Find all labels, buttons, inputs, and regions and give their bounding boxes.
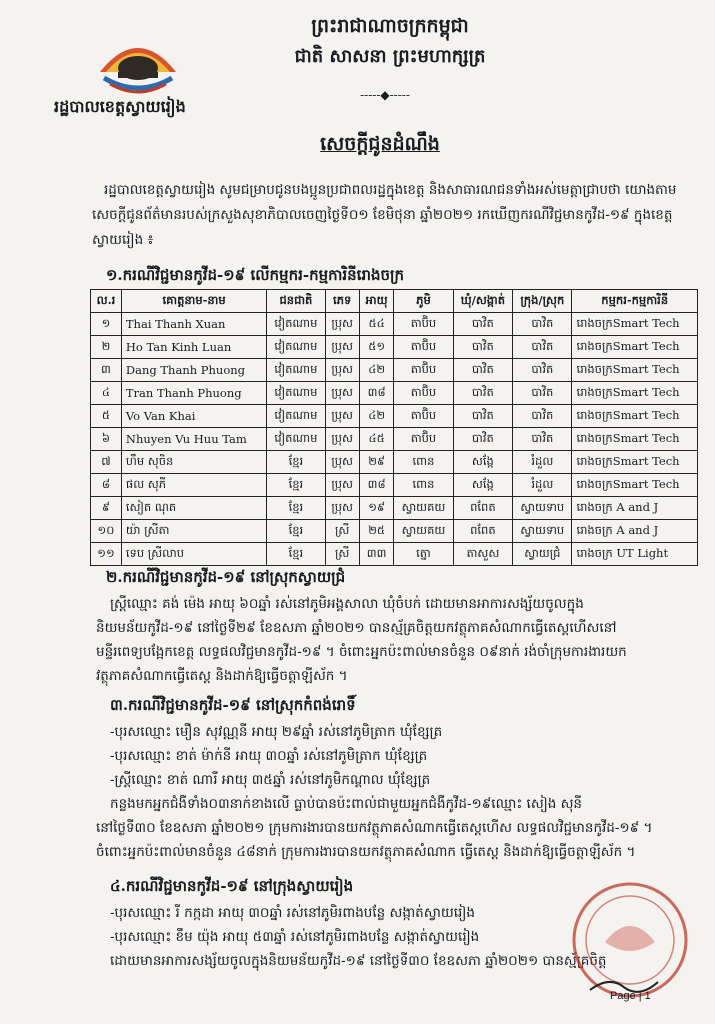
cell-commune: សង្កែ <box>453 474 513 497</box>
col-name: គោត្តនាម-នាម <box>121 290 266 313</box>
table-row <box>91 313 698 336</box>
cell-name: Dang Thanh Phuong <box>121 359 266 382</box>
cell-nationality: វៀតណាម <box>267 428 325 451</box>
cell-nationality: វៀតណាម <box>267 405 325 428</box>
col-commune: ឃុំ/សង្កាត់ <box>453 290 513 313</box>
cell-village: តាប៊ិប <box>394 359 453 382</box>
section4-line: -បុរសឈ្មោះ ខឹម យ៉ុង អាយុ ៥៣ឆ្នាំ រស់នៅភូមិរពាងបន្លែ សង្កាត់ស្វាយរៀង <box>110 929 480 945</box>
section4-heading: ៤.ករណីវិជ្ជមានកូវីដ-១៩ នៅក្រុងស្វាយរៀង <box>110 877 354 895</box>
cell-village: តាប៊ិប <box>394 405 453 428</box>
cell-district: បាវិត <box>513 382 572 405</box>
cell-district: ស្វាយទាប <box>513 497 572 520</box>
col-village: ភូមិ <box>394 290 453 313</box>
table-row <box>91 336 698 359</box>
table-row <box>91 359 698 382</box>
cell-name: Thai Thanh Xuan <box>121 313 266 336</box>
cell-name: Tran Thanh Phuong <box>121 382 266 405</box>
cell-workplace: រោងចក្រSmart Tech <box>572 336 698 359</box>
cell-commune: សង្កែ <box>453 451 513 474</box>
page-number: Page | 1 <box>610 990 651 1002</box>
cell-no: ៦ <box>91 428 122 451</box>
cell-age: ៥៤ <box>359 313 394 336</box>
cell-commune: បាវិត <box>453 359 513 382</box>
cell-district: ស្វាយទាប <box>513 520 572 543</box>
official-stamp-icon <box>570 880 690 1000</box>
province-name: រដ្ឋបាលខេត្តស្វាយរៀង <box>54 97 186 116</box>
col-sex: ភេទ <box>325 290 359 313</box>
cell-nationality: ខ្មែរ <box>267 474 325 497</box>
col-nationality: ជនជាតិ <box>267 290 325 313</box>
national-motto: ជាតិ សាសនា ព្រះមហាក្សត្រ <box>294 46 486 67</box>
cell-district: រំដួល <box>513 451 572 474</box>
cell-age: ៤២ <box>359 359 394 382</box>
section2-line: មន្ទីរពេទ្យបង្អែកខេត្ត លទ្ធផលវិជ្ជមានកូវីដ-១៩ ។ ចំពោះអ្នកប៉ះពាល់មានចំនួន ០៩នាក់ រង់ចាំក្រុមការងារយក <box>96 644 627 660</box>
section2-heading: ២.ករណីវិជ្ជមានកូវីដ-១៩ នៅស្រុកស្វាយជ្រំ <box>106 568 346 586</box>
cell-workplace: រោងចក្រSmart Tech <box>572 451 698 474</box>
cell-nationality: ខ្មែរ <box>267 451 325 474</box>
cell-no: ៨ <box>91 474 122 497</box>
section1-heading: ១.ករណីវិជ្ជមានកូវីដ-១៩ លើកម្មករ-កម្មការិនីរោងចក្រ <box>106 266 404 284</box>
cell-commune: បាវិត <box>453 336 513 359</box>
cell-commune: ពពែត <box>453 520 513 543</box>
cell-nationality: ខ្មែរ <box>267 497 325 520</box>
cell-sex: ប្រុស <box>325 405 359 428</box>
cell-age: ២៩ <box>359 451 394 474</box>
cell-sex: ប្រុស <box>325 336 359 359</box>
cell-nationality: វៀតណាម <box>267 359 325 382</box>
cell-no: ៤ <box>91 382 122 405</box>
notice-title: សេចក្ដីជូនដំណឹង <box>320 133 440 155</box>
section4-body <box>96 901 636 973</box>
cell-district: បាវិត <box>513 405 572 428</box>
ornament-divider: -----◆----- <box>360 88 410 102</box>
col-no: ល.រ <box>91 290 122 313</box>
cell-commune: បាវិត <box>453 405 513 428</box>
cell-age: ៥១ <box>359 336 394 359</box>
cell-district: បាវិត <box>513 336 572 359</box>
section3-heading: ៣.ករណីវិជ្ជមានកូវីដ-១៩ នៅស្រុកកំពង់រោទិ៍ <box>110 696 356 714</box>
cell-name: ទេប ស្រីលាប <box>121 543 266 566</box>
cell-no: ៧ <box>91 451 122 474</box>
cell-commune: ពពែត <box>453 497 513 520</box>
cell-commune: តាសួស <box>453 543 513 566</box>
cell-village: តាប៊ិប <box>394 428 453 451</box>
cell-village: ស្វាយគយ <box>394 497 453 520</box>
cell-workplace: រោងចក្រSmart Tech <box>572 405 698 428</box>
table-row <box>91 520 698 543</box>
cell-sex: ស្រី <box>325 543 359 566</box>
cell-no: ១០ <box>91 520 122 543</box>
cell-workplace: រោងចក្រSmart Tech <box>572 474 698 497</box>
cell-sex: ស្រី <box>325 520 359 543</box>
cell-name: Nhuyen Vu Huu Tam <box>121 428 266 451</box>
intro-paragraph: រដ្ឋបាលខេត្តស្វាយរៀង សូមជម្រាបជូនបងប្អូនប្រជាពលរដ្ឋក្នុងខេត្ត និងសាធារណជនទាំងអស់មេត្តាជ្រាបថា យោងតាមសេចក្តីជូនព័ត៌មានរបស់ក្រសួងសុខាភិបាលចេញថ្ងៃទី០១ ខែមិថុនា ឆ្នាំ២០២១ រកឃើញករណីវិជ្ជមានកូវីដ-១៩ ក្នុងខេត្តស្វាយរៀង ៖ <box>92 182 677 248</box>
section3-line: កន្លងមកអ្នកជំងឺទាំង០៣នាក់ខាងលើ ធ្លាប់បានប៉ះពាល់ជាមួយអ្នកជំងឺកូវីដ-១៩ឈ្មោះ សៀង សុនី <box>110 796 583 812</box>
cell-sex: ប្រុស <box>325 474 359 497</box>
section3-line: នៅថ្ងៃទី៣០ ខែឧសភា ឆ្នាំ២០២១ ក្រុមការងារបានយកវត្ថុភាគសំណាកធ្វើតេស្តហើស លទ្ធផលវិជ្ជមានកូវីដ-១៩ ។ <box>96 820 653 836</box>
cell-village: តាប៊ិប <box>394 382 453 405</box>
cell-village: ពោន <box>394 451 453 474</box>
cell-village: តាប៊ិប <box>394 313 453 336</box>
section3-body <box>96 720 696 864</box>
cell-no: ១១ <box>91 543 122 566</box>
cell-name: Ho Tan Kinh Luan <box>121 336 266 359</box>
cell-sex: ប្រុស <box>325 359 359 382</box>
cell-name: យ៉ា ស្រីតា <box>121 520 266 543</box>
cell-district: បាវិត <box>513 428 572 451</box>
section3-line: -បុរសឈ្មោះ ខាត់ ម៉ាក់នី អាយុ ៣០ឆ្នាំ រស់នៅភូមិត្រាក ឃុំខ្សែត្រ <box>110 748 428 764</box>
cell-name: ហឹម សុចិន <box>121 451 266 474</box>
table-row <box>91 428 698 451</box>
cell-nationality: វៀតណាម <box>267 313 325 336</box>
cell-no: ១ <box>91 313 122 336</box>
cell-sex: ប្រុស <box>325 313 359 336</box>
section2-line: និយមន័យកូវីដ-១៩ នៅថ្ងៃទី២៩ ខែឧសភា ឆ្នាំ២០២១ បានស្ម័គ្រចិត្តយកវត្ថុភាគសំណាកធ្វើតេស្តហើសនៅ <box>96 620 617 636</box>
cell-age: ៣៣ <box>359 543 394 566</box>
cell-district: បាវិត <box>513 359 572 382</box>
cases-table-body <box>91 313 698 566</box>
cell-age: ២៥ <box>359 520 394 543</box>
table-row <box>91 451 698 474</box>
cell-workplace: រោងចក្រSmart Tech <box>572 313 698 336</box>
cell-sex: ប្រុស <box>325 497 359 520</box>
cell-village: តាប៊ិប <box>394 336 453 359</box>
cell-workplace: រោងចក្រ A and J <box>572 520 698 543</box>
cell-age: ៤៥ <box>359 428 394 451</box>
section2-body <box>96 592 696 688</box>
cell-nationality: វៀតណាម <box>267 336 325 359</box>
table-row <box>91 382 698 405</box>
cell-age: ១៩ <box>359 497 394 520</box>
cell-no: ២ <box>91 336 122 359</box>
cell-sex: ប្រុស <box>325 428 359 451</box>
cell-nationality: វៀតណាម <box>267 382 325 405</box>
cell-name: Vo Van Khai <box>121 405 266 428</box>
cell-age: ៤២ <box>359 405 394 428</box>
table-row <box>91 405 698 428</box>
section2-line: ស្ត្រីឈ្មោះ គង់ ម៉េង អាយុ ៦០ឆ្នាំ រស់នៅភូមិអង្គសាលា ឃុំចំបក់ ដោយមានអាការសង្ស័យចូលក្នុង <box>110 596 584 612</box>
kingdom-title: ព្រះរាជាណាចក្រកម្ពុជា <box>311 15 469 37</box>
cell-workplace: រោងចក្រSmart Tech <box>572 382 698 405</box>
col-age: អាយុ <box>359 290 394 313</box>
provincial-emblem-icon <box>96 28 180 100</box>
cell-nationality: ខ្មែរ <box>267 520 325 543</box>
cell-commune: បាវិត <box>453 382 513 405</box>
cell-district: រំដួល <box>513 474 572 497</box>
table-row <box>91 543 698 566</box>
cell-village: ស្វាយគយ <box>394 520 453 543</box>
col-workplace: កម្មករ-កម្មការិនី <box>572 290 698 313</box>
cell-no: ៩ <box>91 497 122 520</box>
section4-line: ដោយមានអាការសង្ស័យចូលក្នុងនិយមន័យកូវីដ-១៩ នៅថ្ងៃទី៣០ ខែឧសភា ឆ្នាំ២០២១ បានស្ម័គ្រចិត្ត <box>110 953 607 969</box>
cell-district: ស្វាយជ្រំ <box>513 543 572 566</box>
cell-workplace: រោងចក្រ A and J <box>572 497 698 520</box>
cell-age: ៣៨ <box>359 382 394 405</box>
cases-table <box>90 289 698 566</box>
cell-sex: ប្រុស <box>325 451 359 474</box>
cell-village: ពោន <box>394 474 453 497</box>
cell-workplace: រោងចក្រ UT Light <box>572 543 698 566</box>
section3-line: -បុរសឈ្មោះ មឿន សុវណ្ណនី អាយុ ២៩ឆ្នាំ រស់នៅភូមិត្រាក ឃុំខ្សែត្រ <box>110 724 443 740</box>
cell-workplace: រោងចក្រSmart Tech <box>572 359 698 382</box>
section4-line: -បុរសឈ្មោះ រី កក្កដា អាយុ ៣០ឆ្នាំ រស់នៅភូមិរពាងបន្លែ សង្កាត់ស្វាយរៀង <box>110 905 475 921</box>
table-row <box>91 474 698 497</box>
cell-village: ត្នោ <box>394 543 453 566</box>
cell-sex: ប្រុស <box>325 382 359 405</box>
section2-line: វត្ថុភាគសំណាកធ្វើតេស្ត និងដាក់ឱ្យធ្វើចត្តាឡីស័ក ។ <box>96 668 348 684</box>
cell-nationality: ខ្មែរ <box>267 543 325 566</box>
table-row <box>91 497 698 520</box>
section3-line: -ស្ត្រីឈ្មោះ ខាត់ ណារី អាយុ ៣៥ឆ្នាំ រស់នៅភូមិកណ្តាល ឃុំខ្សែត្រ <box>110 772 431 788</box>
cell-no: ៣ <box>91 359 122 382</box>
cell-workplace: រោងចក្រSmart Tech <box>572 428 698 451</box>
section3-line: ចំពោះអ្នកប៉ះពាល់មានចំនួន ៤៨នាក់ ក្រុមការងារបានយកវត្ថុភាគសំណាក ធ្វើតេស្ត និងដាក់ឱ្យធ្វើចត្តាឡីស័ក ។ <box>96 844 636 860</box>
cell-name: ផល សុភី <box>121 474 266 497</box>
table-header-row <box>91 290 698 313</box>
cell-commune: បាវិត <box>453 313 513 336</box>
cell-name: សៀត ណុត <box>121 497 266 520</box>
col-district: ក្រុង/ស្រុក <box>513 290 572 313</box>
cell-commune: បាវិត <box>453 428 513 451</box>
cell-no: ៥ <box>91 405 122 428</box>
cell-district: បាវិត <box>513 313 572 336</box>
cell-age: ៣៨ <box>359 474 394 497</box>
